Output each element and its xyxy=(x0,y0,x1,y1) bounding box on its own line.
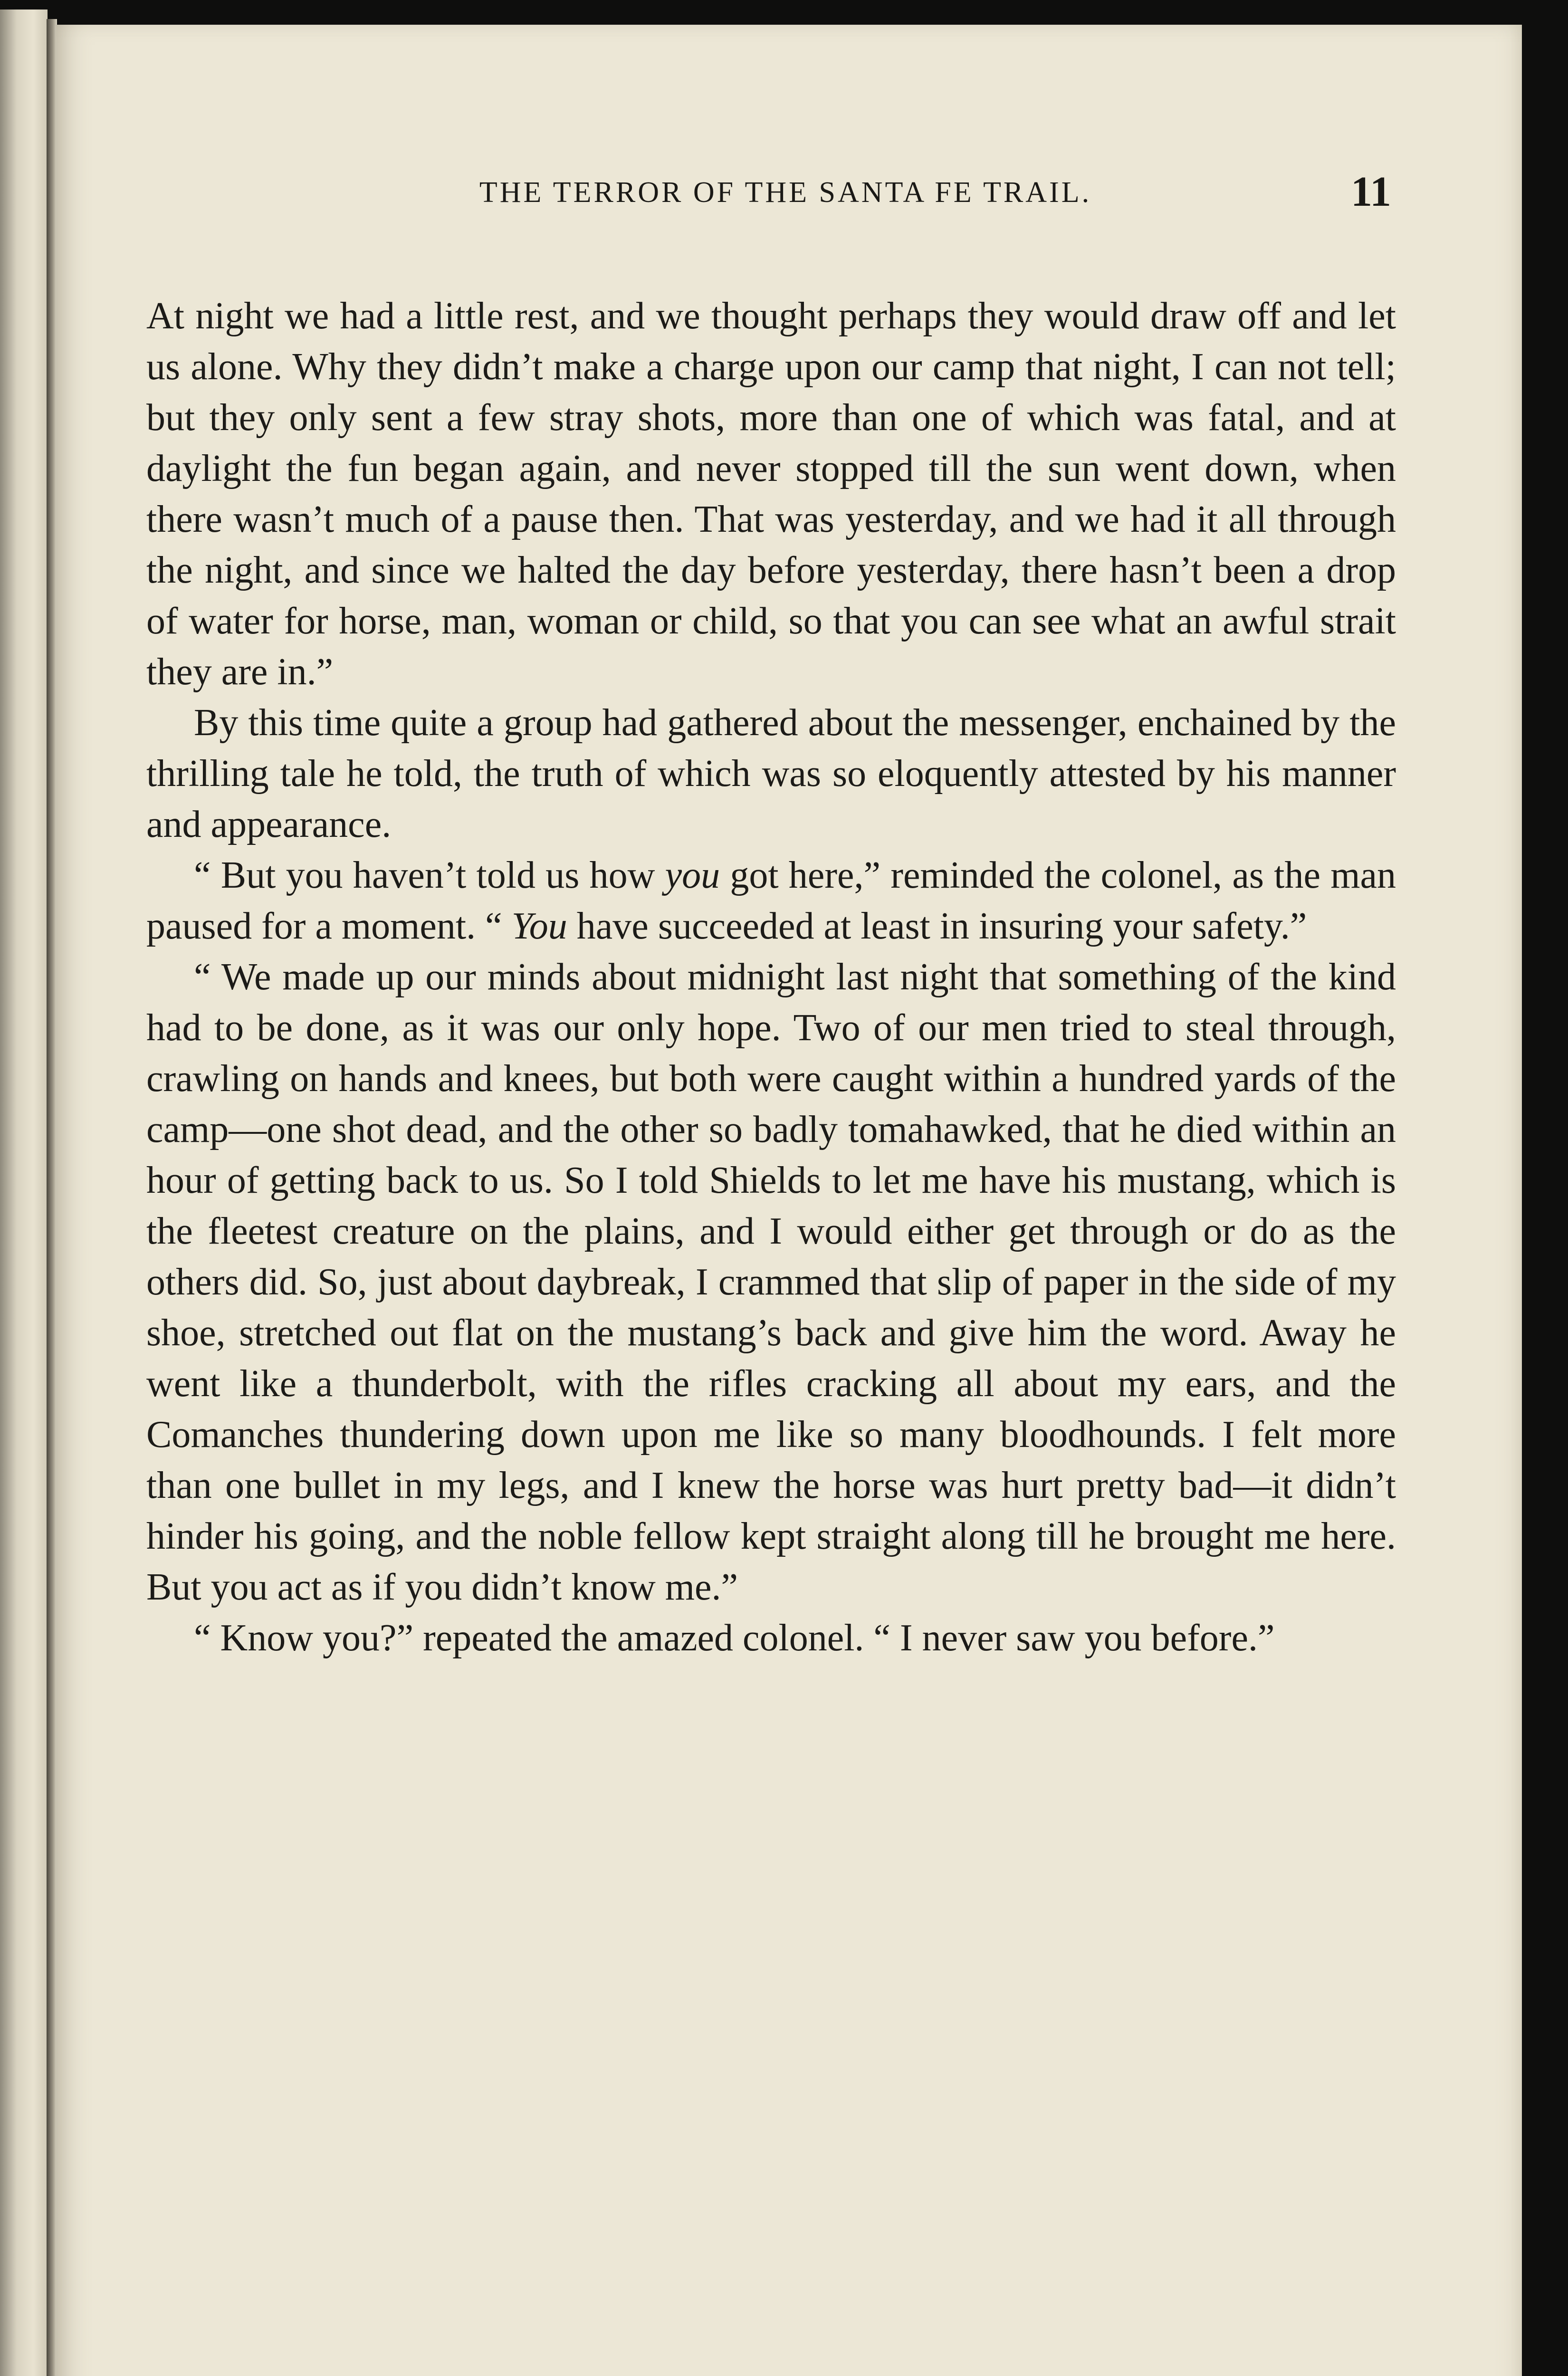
page-number: 11 xyxy=(1351,168,1392,215)
paragraph-2: By this time quite a group had gathered about the messenger, enchained by the thrilling tale he told, the truth of which was so eloquently attested by his manner and appearance. xyxy=(146,702,1396,845)
paragraph-3-part-c: have succeeded at least in insuring your safety.” xyxy=(567,905,1307,947)
running-head: THE TERROR OF THE SANTA FE TRAIL. xyxy=(479,176,1092,209)
paragraph-3-emphasis-you: you xyxy=(665,854,720,896)
paragraph-5: “ Know you?” repeated the amazed colonel. “ I never saw you before.” xyxy=(194,1617,1275,1659)
book-gutter xyxy=(47,19,57,2376)
paragraph-3-emphasis-you-capital: You xyxy=(511,905,567,947)
paragraph-4: “ We made up our minds about midnight last night that something of the kind had to be done, as it was our only hope. Two of our men tried to steal through, crawling on hands and knees, but both were caught within a hundred yards of the camp—one shot dead, and the other so badly tomahawked, that he died within an hour of getting back to us. So I told Shields to let me have his mustang, which is the fleetest creature on the plains, and I would either get through or do as the others did. So, just about daybreak, I crammed that slip of paper in the side of my shoe, stretched out flat on the mustang’s back and give him the word. Away he went like a thunderbolt, with the rifles cracking all about my ears, and the Comanches thundering down upon me like so many bloodhounds. I felt more than one bullet in my legs, and I knew the horse was hurt pretty bad—it didn’t hinder his going, and the noble fellow kept straight along till he brought me here. But you act as if you didn’t know me.” xyxy=(146,956,1396,1608)
book-page xyxy=(56,25,1522,2376)
facing-page-edge xyxy=(0,10,48,2376)
body-text xyxy=(146,291,1396,1664)
paragraph-1: At night we had a little rest, and we thought perhaps they would draw off and let us alone. Why they didn’t make a charge upon our camp that night, I can not tell; but they only sent a few stray shots, more than one of which was fatal, and at daylight the fun began again, and never stopped till the sun went down, when there wasn’t much of a pause then. That was yesterday, and we had it all through the night, and since we halted the day before yesterday, there hasn’t been a drop of water for horse, man, woman or child, so that you can see what an awful strait they are in.” xyxy=(146,295,1396,693)
paragraph-3 xyxy=(146,850,1396,952)
paragraph-3-part-b: got here,” reminded the colonel, as the man paused for a moment. “ xyxy=(146,854,1396,947)
paragraph-3-part-a: “ But you haven’t told us how xyxy=(194,854,665,896)
